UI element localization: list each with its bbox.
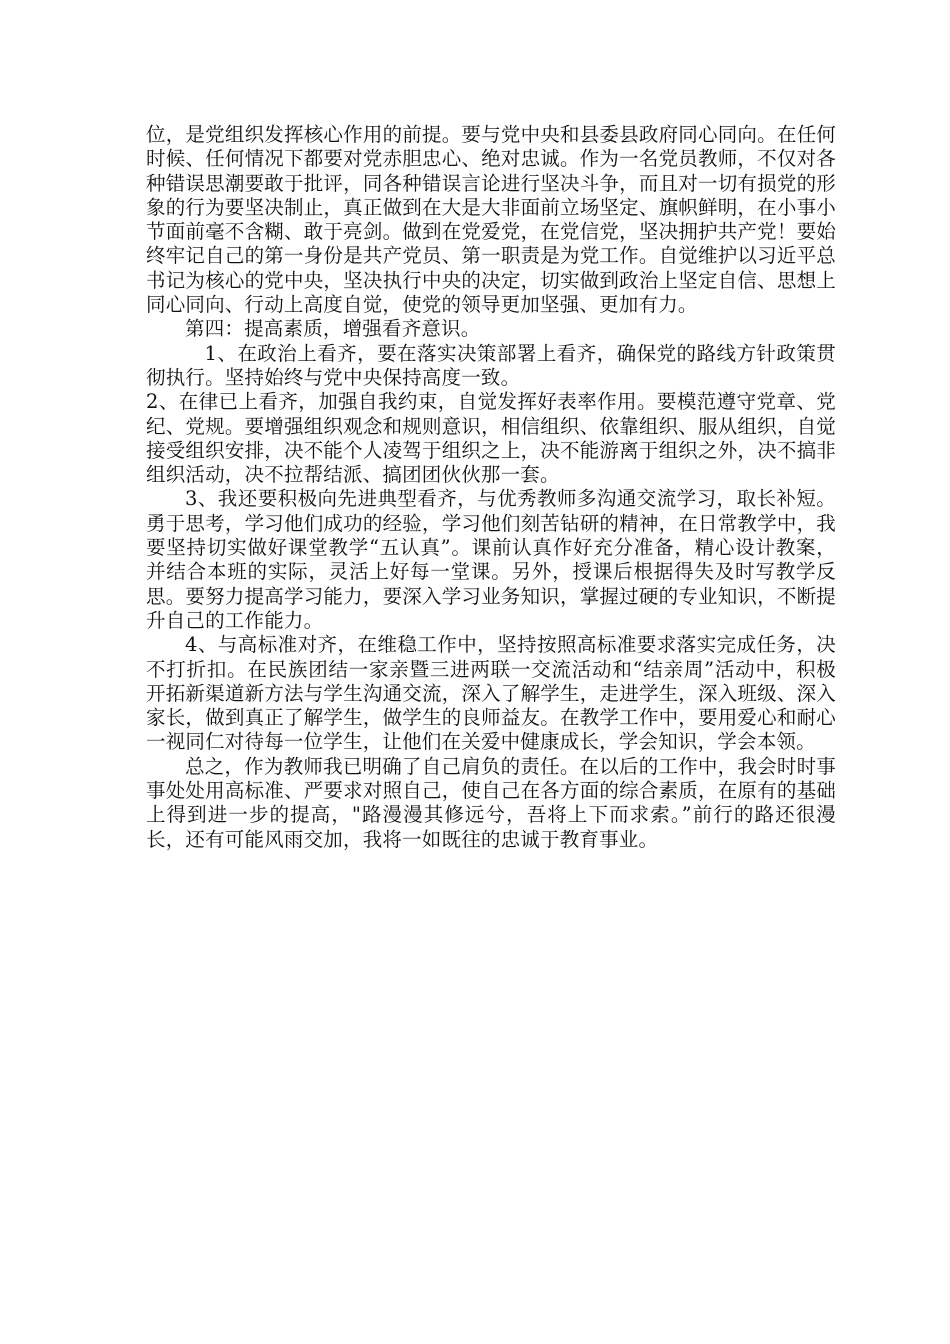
section-heading-fourth: 第四：提高素质，增强看齐意识。 (185, 317, 481, 341)
paragraph-item-2: 2、在律已上看齐，加强自我约束，自觉发挥好表率作用。要模范遵守党章、党纪、党规。要增强组织观念和规则意识，相信组织、依靠组织、服从组织，自觉接受组织安排，决不能个人凌驾于组织之上，决不能游离于组织之外，决不搞非组织活动，决不拉帮结派、搞团团伙伙那一套。 (146, 390, 836, 487)
paragraph-party-loyalty: 位，是党组织发挥核心作用的前提。要与党中央和县委县政府同心同向。在任何时候、任何情况下都要对党赤胆忠心、绝对忠诚。作为一名党员教师，不仅对各种错误思潮要敢于批评，同各种错误言论进行坚决斗争，而且对一切有损党的形象的行为要坚决制止，真正做到在大是大非面前立场坚定、旗帜鲜明，在小事小节面前毫不含糊、敢于亮剑。做到在党爱党，在党信党，坚决拥护共产党！要始终牢记自己的第一身份是共产党员、第一职责是为党工作。自觉维护以习近平总书记为核心的党中央，坚决执行中央的决定，切实做到政治上坚定自信、思想上同心同向、行动上高度自觉，使党的领导更加坚强、更加有力。 (146, 123, 836, 317)
paragraph-item-1: 1、在政治上看齐，要在落实决策部署上看齐，确保党的路线方针政策贯彻执行。坚持始终与党中央保持高度一致。 (146, 341, 836, 389)
paragraph-conclusion: 总之，作为教师我已明确了自己肩负的责任。在以后的工作中，我会时时事事处处用高标准、严要求对照自己，使自己在各方面的综合素质，在原有的基础上得到进一步的提高，"路漫漫其修远兮，吾将上下而求索。”前行的路还很漫长，还有可能风雨交加，我将一如既往的忠诚于教育事业。 (146, 754, 836, 851)
paragraph-item-4: 4、与高标准对齐，在维稳工作中，坚持按照高标准要求落实完成任务，决不打折扣。在民族团结一家亲暨三进两联一交流活动和“结亲周”活动中，积极开拓新渠道新方法与学生沟通交流，深入了解学生，走进学生，深入班级、深入家长，做到真正了解学生，做学生的良师益友。在教学工作中，要用爱心和耐心一视同仁对待每一位学生，让他们在关爱中健康成长，学会知识，学会本领。 (146, 633, 836, 754)
document-body (146, 123, 836, 852)
paragraph-item-3: 3、我还要积极向先进典型看齐，与优秀教师多沟通交流学习，取长补短。勇于思考，学习他们成功的经验，学习他们刻苦钻研的精神，在日常教学中，我要坚持切实做好课堂教学“五认真”。课前认真作好充分准备，精心设计教案，并结合本班的实际，灵活上好每一堂课。另外，授课后根据得失及时写教学反思。要努力提高学习能力，要深入学习业务知识，掌握过硬的专业知识，不断提升自己的工作能力。 (146, 487, 836, 632)
